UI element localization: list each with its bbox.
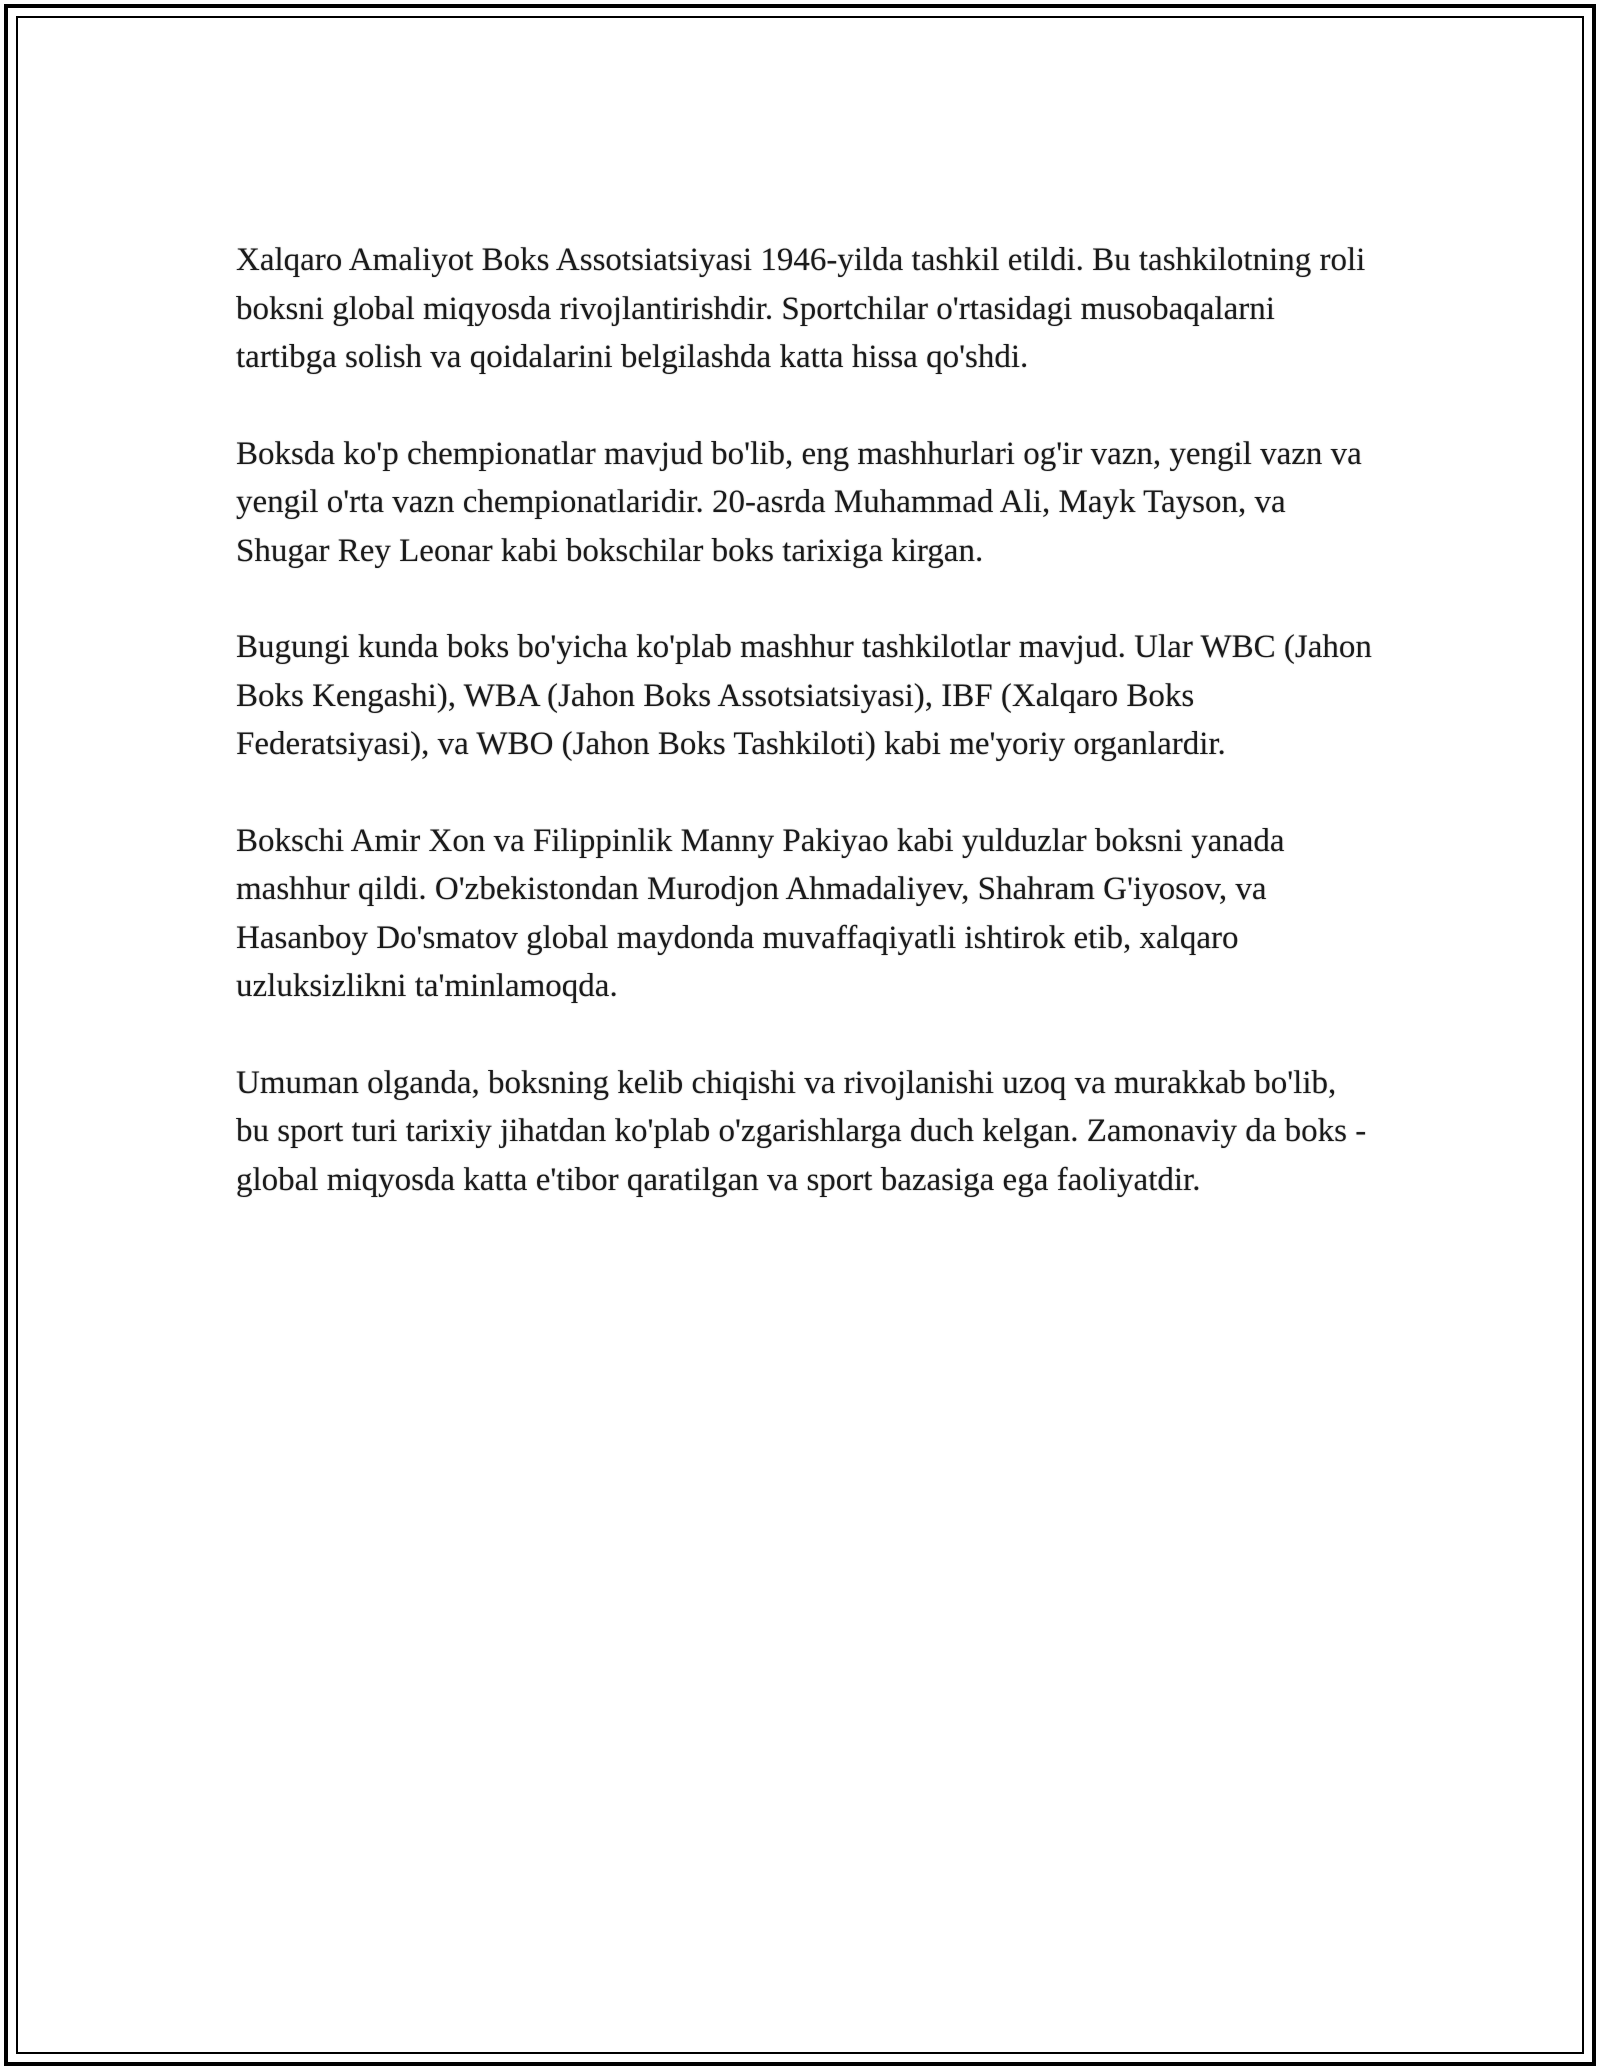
paragraph-3: Bugungi kunda boks bo'yicha ko'plab mashhur tashkilotlar mavjud. Ular WBC (Jahon Boks Kengashi), WBA (Jahon Boks Assotsiatsiyasi), IBF (Xalqaro Boks Federatsiyasi), va WBO (Jahon Boks Tashkiloti) kabi me'yoriy organlardir. [236, 629, 1372, 762]
document-body [236, 236, 1376, 1252]
paragraph-5: Umuman olganda, boksning kelib chiqishi va rivojlanishi uzoq va murakkab bo'lib, bu sport turi tarixiy jihatdan ko'plab o'zgarishlarga duch kelgan. Zamonaviy da boks - global miqyosda katta e'tibor qaratilgan va sport bazasiga ega faoliyatdir. [236, 1064, 1367, 1198]
paragraph-1: Xalqaro Amaliyot Boks Assotsiatsiyasi 1946-yilda tashkil etildi. Bu tashkilotning roli boksni global miqyosda rivojlantirishdir. Sportchilar o'rtasidagi musobaqalarni tartibga solish va qoidalarini belgilashda katta hissa qo'shdi. [236, 242, 1366, 375]
paragraph-4: Bokschi Amir Xon va Filippinlik Manny Pakiyao kabi yulduzlar boksni yanada mashhur qildi. O'zbekistondan Murodjon Ahmadaliyev, Shahram G'iyosov, va Hasanboy Do'smatov global maydonda muvaffaqiyatli ishtirok etib, xalqaro uzluksizlikni ta'minlamoqda. [236, 822, 1285, 1004]
paragraph-2: Boksda ko'p chempionatlar mavjud bo'lib, eng mashhurlari og'ir vazn, yengil vazn va yengil o'rta vazn chempionatlaridir. 20-asrda Muhammad Ali, Mayk Tayson, va Shugar Rey Leonar kabi bokschilar boks tarixiga kirgan. [236, 435, 1362, 569]
